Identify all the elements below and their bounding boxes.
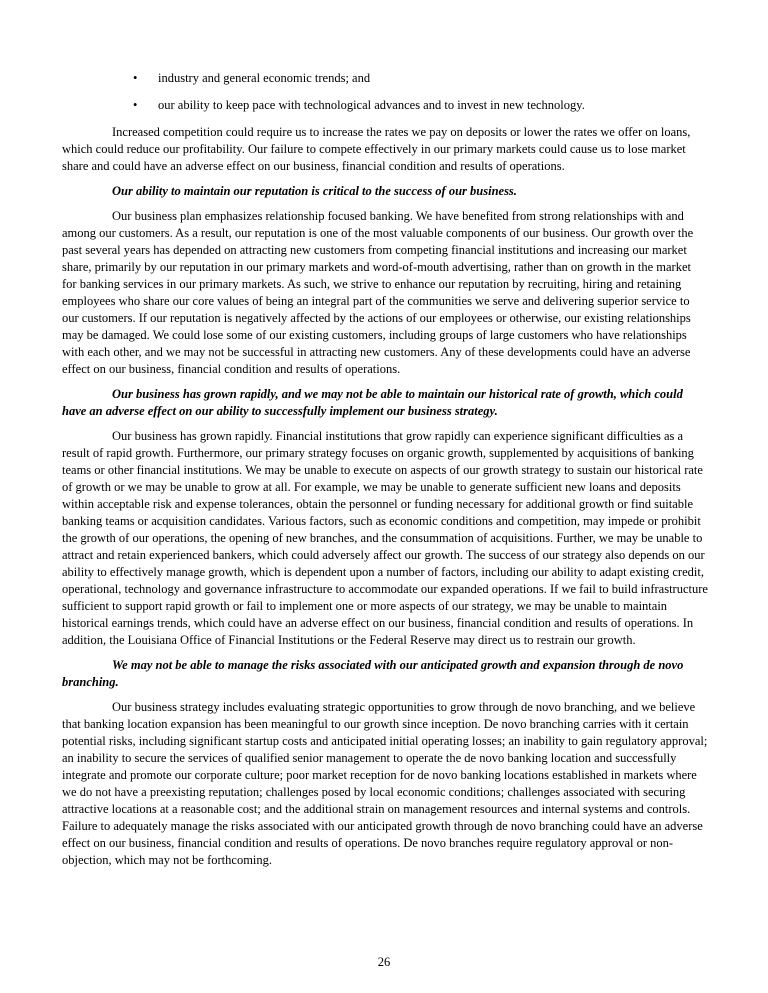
page-content [62, 70, 708, 877]
paragraph-growth: Our business has grown rapidly. Financial institutions that grow rapidly can experience significant difficulties as a result of rapid growth. Furthermore, our primary strategy focuses on organic growth, supplemented by acquisitions of banking teams or other financial institutions. We may be unable to execute on aspects of our growth strategy to sustain our historical rate of growth or we may be unable to grow at all. For example, we may be unable to generate sufficient new loans and deposits within acceptable risk and expense tolerances, obtain the personnel or funding necessary for additional growth or find suitable banking teams or acquisition candidates. Various factors, such as economic conditions and competition, may impede or prohibit the growth of our operations, the opening of new branches, and the consummation of acquisitions. Further, we may be unable to attract and retain experienced bankers, which could adversely affect our growth. The success of our strategy also depends on our ability to effectively manage growth, which is dependent upon a number of factors, including our ability to adapt existing credit, operational, technology and governance infrastructure to accommodate our expanded operations. If we fail to build infrastructure sufficient to support rapid growth or fail to implement one or more aspects of our strategy, we may be unable to maintain historical earnings trends, which could have an adverse effect on our business, financial condition and results of operations. In addition, the Louisiana Office of Financial Institutions or the Federal Reserve may direct us to restrain our growth. [62, 429, 708, 647]
bullet-marker-icon: • [133, 71, 138, 85]
paragraph-competition: Increased competition could require us to increase the rates we pay on deposits or lower the rates we offer on loans, which could reduce our profitability. Our failure to compete effectively in our primary markets could cause us to lose market share and could have an adverse effect on our business, financial condition and results of operations. [62, 125, 691, 173]
risk-heading-denovo-branching: We may not be able to manage the risks associated with our anticipated growth and expansion through de novo branching. [62, 658, 684, 689]
risk-heading-growth: Our business has grown rapidly, and we may not be able to maintain our historical rate of growth, which could have an adverse effect on our ability to successfully implement our business strategy. [62, 387, 683, 418]
page-number: 26 [377, 955, 391, 969]
paragraph-reputation: Our business plan emphasizes relationship focused banking. We have benefited from strong relationships with and among our customers. As a result, our reputation is one of the most valuable components of our business. Our growth over the past several years has depended on attracting new customers from competing financial institutions and increasing our market share, primarily by our reputation in our primary markets and word-of-mouth advertising, rather than on growth in the market for banking services in our primary markets. As such, we strive to enhance our reputation by recruiting, hiring and retaining employees who share our core values of being an integral part of the communities we serve and delivering superior service to our customers. If our reputation is negatively affected by the actions of our employees or otherwise, our existing relationships may be damaged. We could lose some of our existing customers, including groups of large customers who have relationships with each other, and we may not be successful in attracting new customers. Any of these developments could have an adverse effect on our business, financial condition and results of operations. [62, 209, 694, 376]
bullet-text: industry and general economic trends; and [158, 71, 371, 85]
risk-heading-reputation: Our ability to maintain our reputation is critical to the success of our business. [112, 184, 517, 198]
bullet-item [62, 97, 708, 114]
bullet-item [62, 70, 708, 87]
bullet-marker-icon: • [133, 98, 138, 112]
paragraph-denovo-branching: Our business strategy includes evaluating strategic opportunities to grow through de novo branching, and we believe that banking location expansion has been meaningful to our growth since inception. De novo branching carries with it certain potential risks, including significant startup costs and anticipated initial operating losses; an inability to gain regulatory approval; an inability to secure the services of qualified senior management to operate the de novo banking location and successfully integrate and promote our corporate culture; poor market reception for de novo banking locations established in markets where we do not have a preexisting reputation; challenges posed by local economic conditions; challenges associated with securing attractive locations at a reasonable cost; and the additional strain on management resources and internal systems and controls. Failure to adequately manage the risks associated with our anticipated growth through de novo branching could have an adverse effect on our business, financial condition and results of operations. De novo branches require regulatory approval or non-objection, which may not be forthcoming. [62, 700, 708, 867]
bullet-text: our ability to keep pace with technological advances and to invest in new technology. [158, 98, 585, 112]
